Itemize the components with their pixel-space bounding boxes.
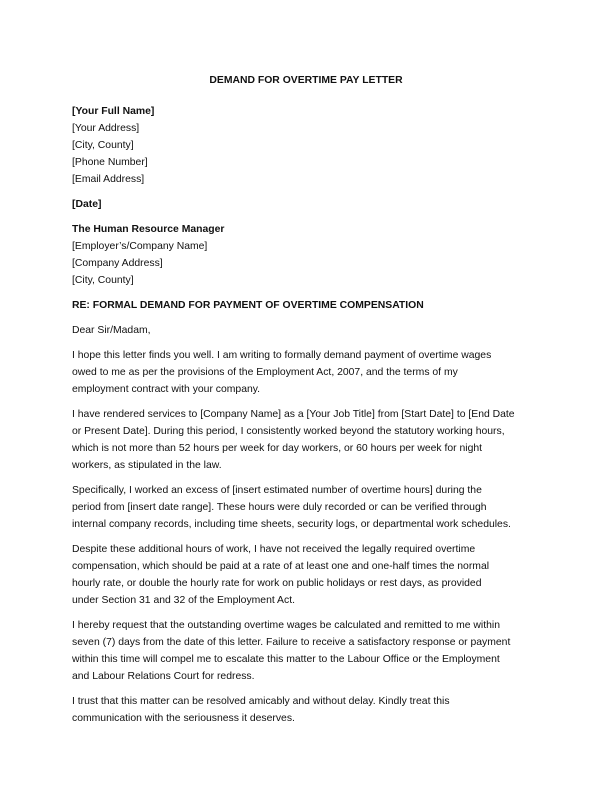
date-block	[72, 196, 540, 213]
subject-line: RE: FORMAL DEMAND FOR PAYMENT OF OVERTIME COMPENSATION	[72, 300, 424, 311]
paragraph-line: internal company records, including time sheets, security logs, or departmental work schedules.	[72, 519, 511, 530]
letter-page	[72, 72, 540, 735]
recipient-company: [Employer’s/Company Name]	[72, 241, 208, 252]
body-paragraph	[72, 617, 540, 685]
sender-block	[72, 103, 540, 188]
paragraph-line: workers, as stipulated in the law.	[72, 460, 222, 471]
paragraph-line: owed to me as per the provisions of the Employment Act, 2007, and the terms of my	[72, 367, 458, 378]
subject-block	[72, 297, 540, 314]
recipient-title: The Human Resource Manager	[72, 224, 225, 235]
recipient-block	[72, 221, 540, 289]
body-paragraph	[72, 347, 540, 398]
paragraph-line: period from [insert date range]. These hours were duly recorded or can be verified through	[72, 502, 487, 513]
paragraph-line: compensation, which should be paid at a rate of at least one and one-half times the normal	[72, 561, 490, 572]
paragraph-line: or Present Date]. During this period, I consistently worked beyond the statutory working hours,	[72, 426, 505, 437]
paragraph-line: communication with the seriousness it deserves.	[72, 713, 295, 724]
sender-address: [Your Address]	[72, 123, 140, 134]
recipient-address: [Company Address]	[72, 258, 163, 269]
paragraph-line: I trust that this matter can be resolved amicably and without delay. Kindly treat this	[72, 696, 450, 707]
sender-email: [Email Address]	[72, 174, 145, 185]
paragraph-line: and Labour Relations Court for redress.	[72, 671, 255, 682]
recipient-city: [City, County]	[72, 275, 134, 286]
paragraph-line: which is not more than 52 hours per week for day workers, or 60 hours per week for night	[72, 443, 483, 454]
body-paragraph	[72, 406, 540, 474]
paragraph-line: I hereby request that the outstanding overtime wages be calculated and remitted to me within	[72, 620, 500, 631]
sender-city: [City, County]	[72, 140, 134, 151]
letter-date: [Date]	[72, 199, 102, 210]
paragraph-line: within this time will compel me to escalate this matter to the Labour Office or the Employment	[72, 654, 500, 665]
letter-body	[72, 347, 540, 727]
body-paragraph	[72, 482, 540, 533]
paragraph-line: under Section 31 and 32 of the Employment Act.	[72, 595, 295, 606]
paragraph-line: employment contract with your company.	[72, 384, 261, 395]
body-paragraph	[72, 693, 540, 727]
paragraph-line: hourly rate, or double the hourly rate for work on public holidays or rest days, as provided	[72, 578, 482, 589]
paragraph-line: I hope this letter finds you well. I am writing to formally demand payment of overtime wages	[72, 350, 492, 361]
sender-phone: [Phone Number]	[72, 157, 148, 168]
salutation-block	[72, 322, 540, 339]
paragraph-line: Despite these additional hours of work, I have not received the legally required overtime	[72, 544, 476, 555]
body-paragraph	[72, 541, 540, 609]
salutation: Dear Sir/Madam,	[72, 325, 151, 336]
letter-title: DEMAND FOR OVERTIME PAY LETTER	[209, 75, 403, 86]
paragraph-line: seven (7) days from the date of this letter. Failure to receive a satisfactory response or payment	[72, 637, 511, 648]
sender-name: [Your Full Name]	[72, 106, 155, 117]
paragraph-line: I have rendered services to [Company Name] as a [Your Job Title] from [Start Date] to [End Date	[72, 409, 515, 420]
paragraph-line: Specifically, I worked an excess of [insert estimated number of overtime hours] during the	[72, 485, 482, 496]
